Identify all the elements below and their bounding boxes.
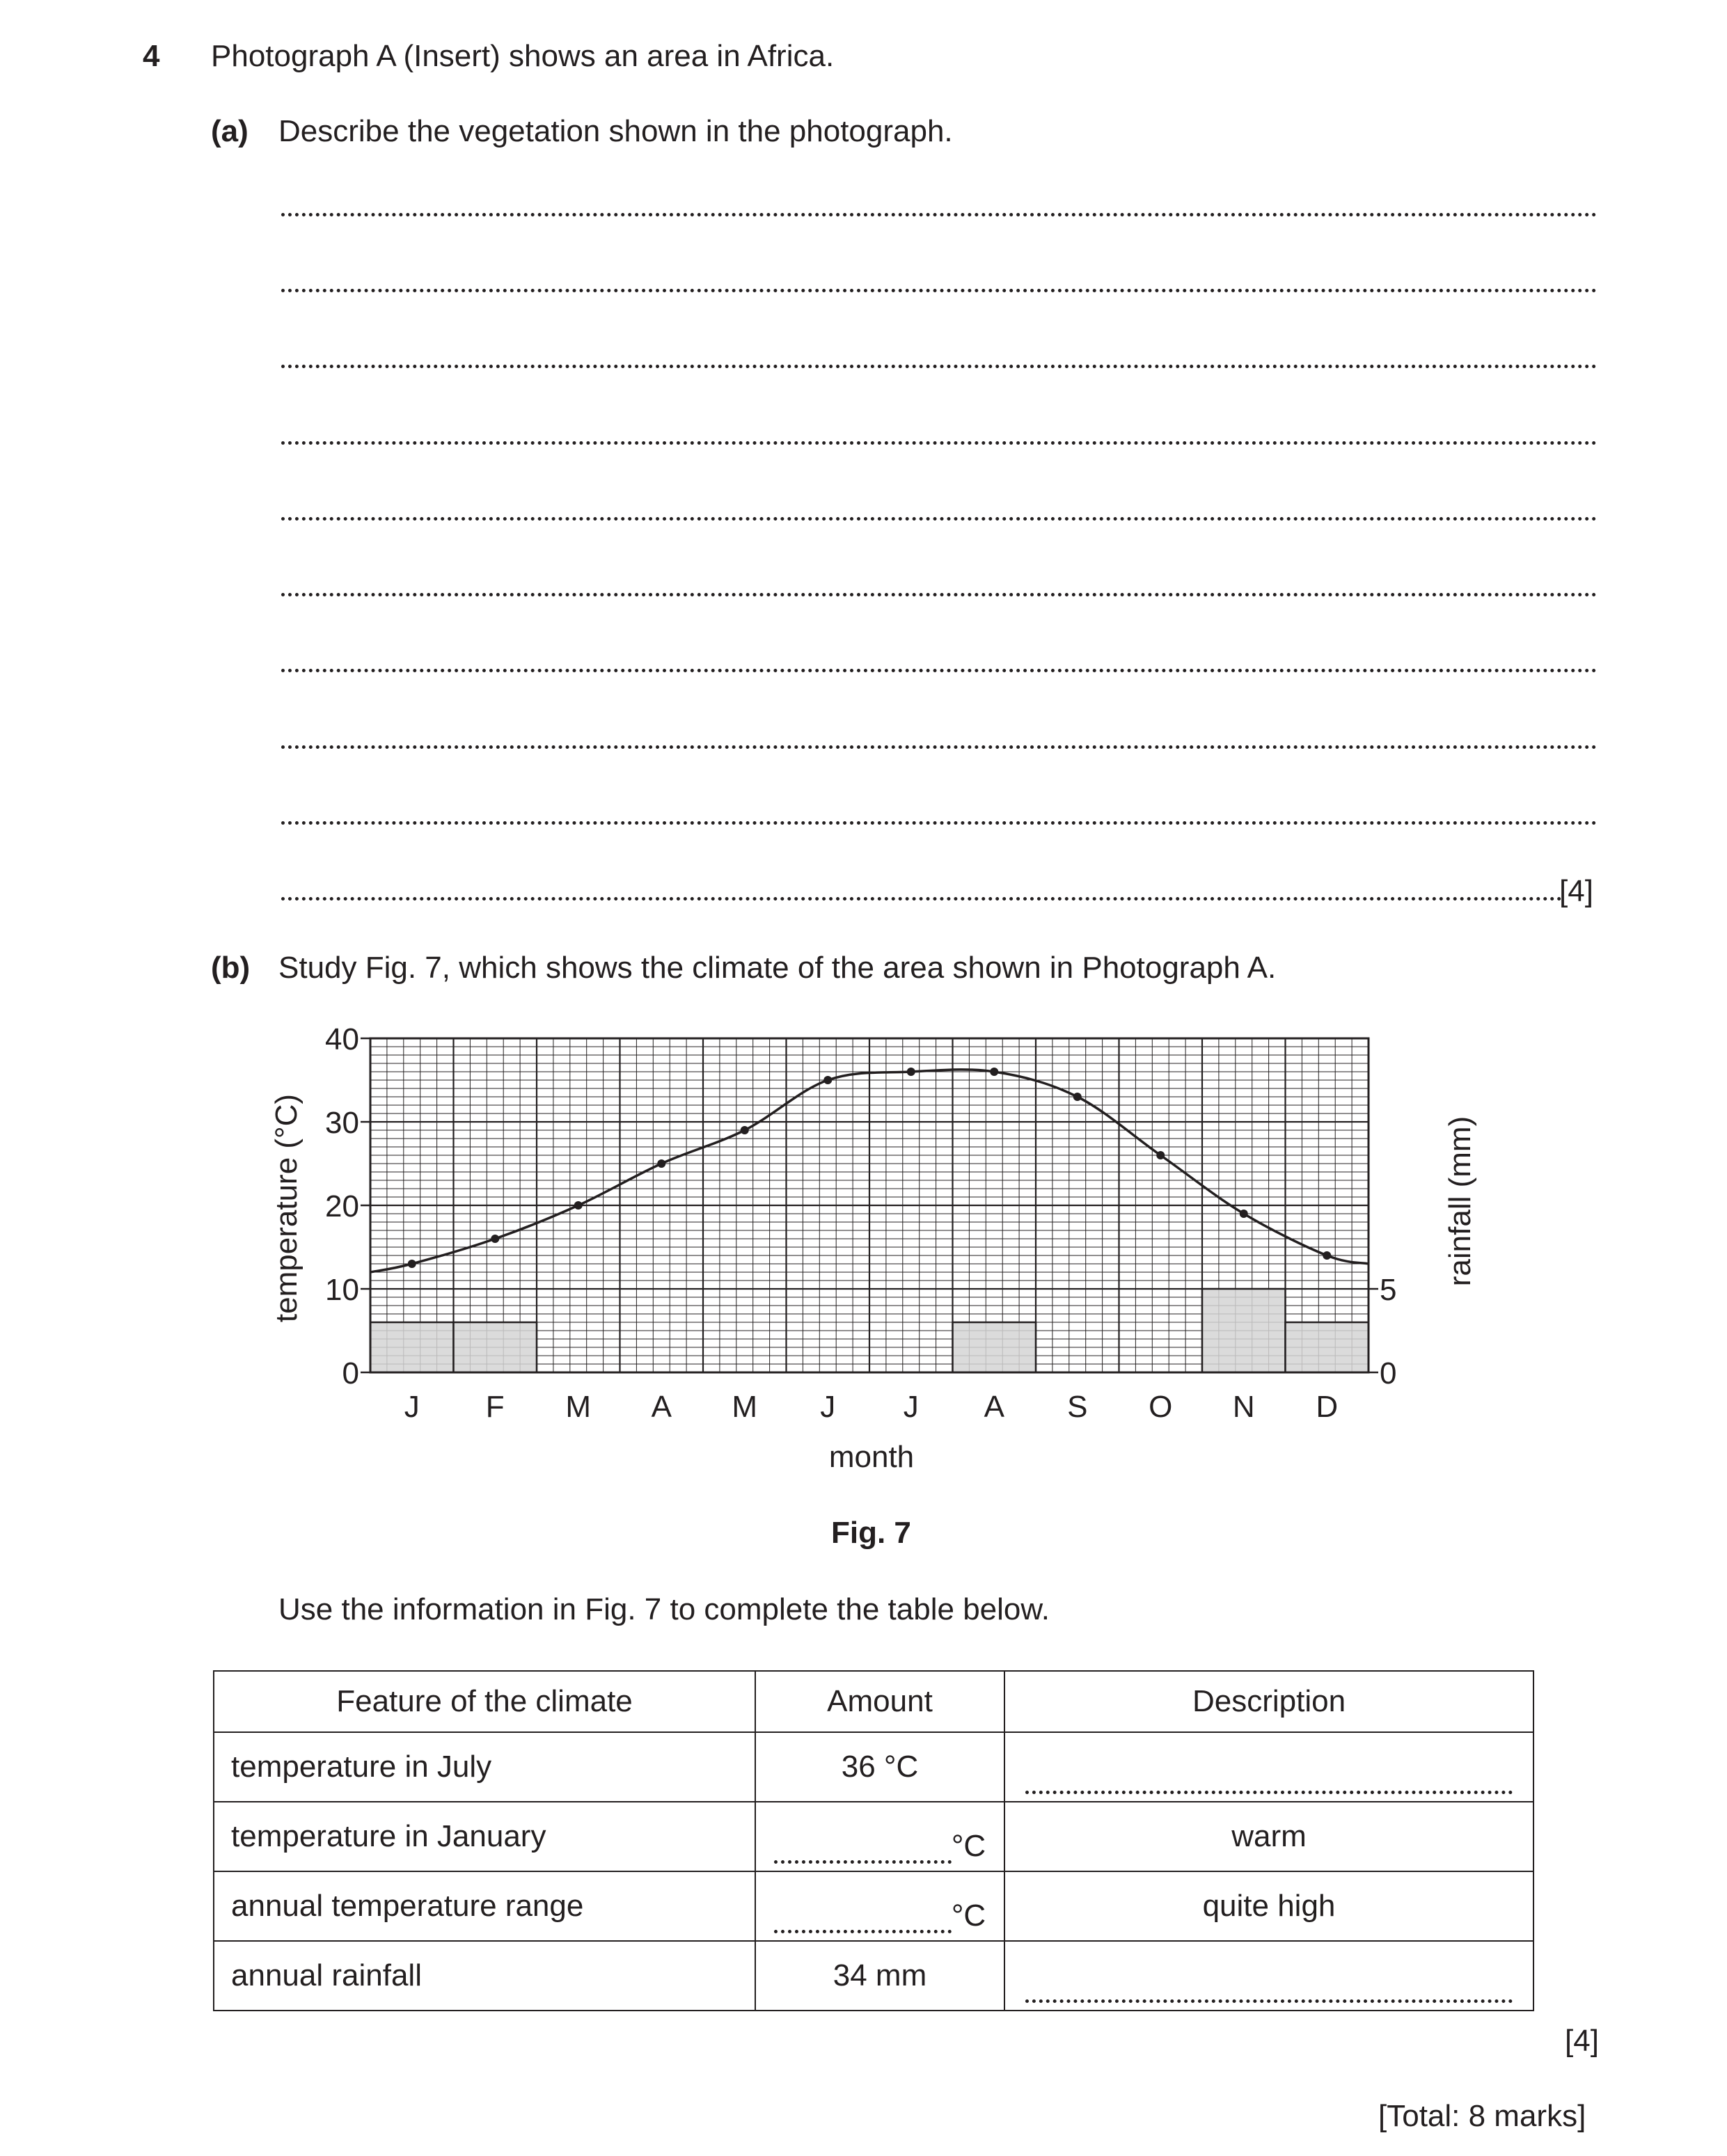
rainfall-bar [370, 1322, 454, 1372]
x-tick-label: J [903, 1390, 919, 1424]
table-header-row [214, 1671, 1533, 1732]
figure-caption: Fig. 7 [831, 1516, 911, 1550]
y-right-axis-label: rainfall (mm) [1443, 1116, 1477, 1287]
amount-cell: 34 mm [755, 1941, 1004, 2011]
feature-cell: temperature in July [214, 1732, 755, 1802]
x-tick-label: J [404, 1390, 420, 1424]
rainfall-bar [454, 1322, 537, 1372]
header-feature: Feature of the climate [214, 1671, 755, 1732]
temperature-point [1323, 1251, 1331, 1260]
header-amount: Amount [755, 1671, 1004, 1732]
climate-table [213, 1670, 1534, 2011]
y-left-tick-label: 20 [325, 1189, 359, 1223]
amount-answer-field[interactable] [755, 1871, 1004, 1941]
feature-cell: annual rainfall [214, 1941, 755, 2011]
feature-cell: annual temperature range [214, 1871, 755, 1941]
temperature-point [741, 1126, 749, 1134]
temperature-point [1073, 1093, 1082, 1101]
y-left-tick-label: 30 [325, 1106, 359, 1140]
y-right-tick-label: 0 [1380, 1356, 1397, 1390]
temperature-point [491, 1235, 499, 1243]
part-b-label: (b) [211, 951, 251, 985]
x-tick-label: O [1149, 1390, 1173, 1424]
part-a-label: (a) [211, 114, 249, 148]
part-b-text: Study Fig. 7, which shows the climate of the area shown in Photograph A. [278, 951, 1277, 985]
y-left-axis-label: temperature (°C) [269, 1093, 303, 1323]
feature-cell: temperature in January [214, 1802, 755, 1871]
temperature-point [1156, 1151, 1165, 1159]
header-description: Description [1004, 1671, 1533, 1732]
rainfall-bar [1286, 1322, 1369, 1372]
part-b-marks: [4] [1565, 2024, 1599, 2058]
question-intro: Photograph A (Insert) shows an area in Africa. [211, 39, 835, 73]
temperature-point [408, 1260, 416, 1268]
temperature-point [1240, 1210, 1248, 1218]
y-left-tick-label: 40 [325, 1022, 359, 1056]
x-tick-label: J [820, 1390, 836, 1424]
x-tick-label: A [651, 1390, 672, 1424]
part-a-marks: [4] [1559, 874, 1593, 908]
table-row [214, 1941, 1533, 2011]
y-left-tick-label: 0 [342, 1356, 359, 1390]
table-row [214, 1732, 1533, 1802]
amount-answer-field[interactable] [755, 1802, 1004, 1871]
description-cell: warm [1004, 1802, 1533, 1871]
temperature-point [657, 1159, 665, 1168]
x-tick-label: F [485, 1390, 505, 1424]
description-answer-field[interactable] [1004, 1732, 1533, 1802]
x-tick-label: M [732, 1390, 758, 1424]
table-row [214, 1871, 1533, 1941]
temperature-point [823, 1076, 832, 1084]
rainfall-bar [953, 1322, 1036, 1372]
question-number: 4 [143, 39, 160, 73]
unit-label: °C [951, 1899, 986, 1933]
x-tick-label: D [1316, 1390, 1339, 1424]
amount-cell: 36 °C [755, 1732, 1004, 1802]
description-answer-field[interactable] [1004, 1941, 1533, 2011]
temperature-point [907, 1068, 915, 1076]
x-tick-label: M [565, 1390, 592, 1424]
description-cell: quite high [1004, 1871, 1533, 1941]
total-marks: [Total: 8 marks] [1378, 2099, 1586, 2133]
table-row [214, 1802, 1533, 1871]
rainfall-bar [1202, 1289, 1286, 1372]
part-b-instruction: Use the information in Fig. 7 to complete the table below. [278, 1592, 1050, 1626]
temperature-point [990, 1068, 998, 1076]
unit-label: °C [951, 1829, 986, 1863]
x-tick-label: S [1067, 1390, 1088, 1424]
y-right-tick-label: 5 [1380, 1273, 1397, 1307]
part-a-text: Describe the vegetation shown in the photograph. [278, 114, 953, 148]
y-left-tick-label: 10 [325, 1273, 359, 1307]
x-tick-label: N [1232, 1390, 1255, 1424]
x-tick-label: A [984, 1390, 1004, 1424]
x-axis-label: month [828, 1440, 915, 1474]
temperature-point [574, 1201, 583, 1210]
